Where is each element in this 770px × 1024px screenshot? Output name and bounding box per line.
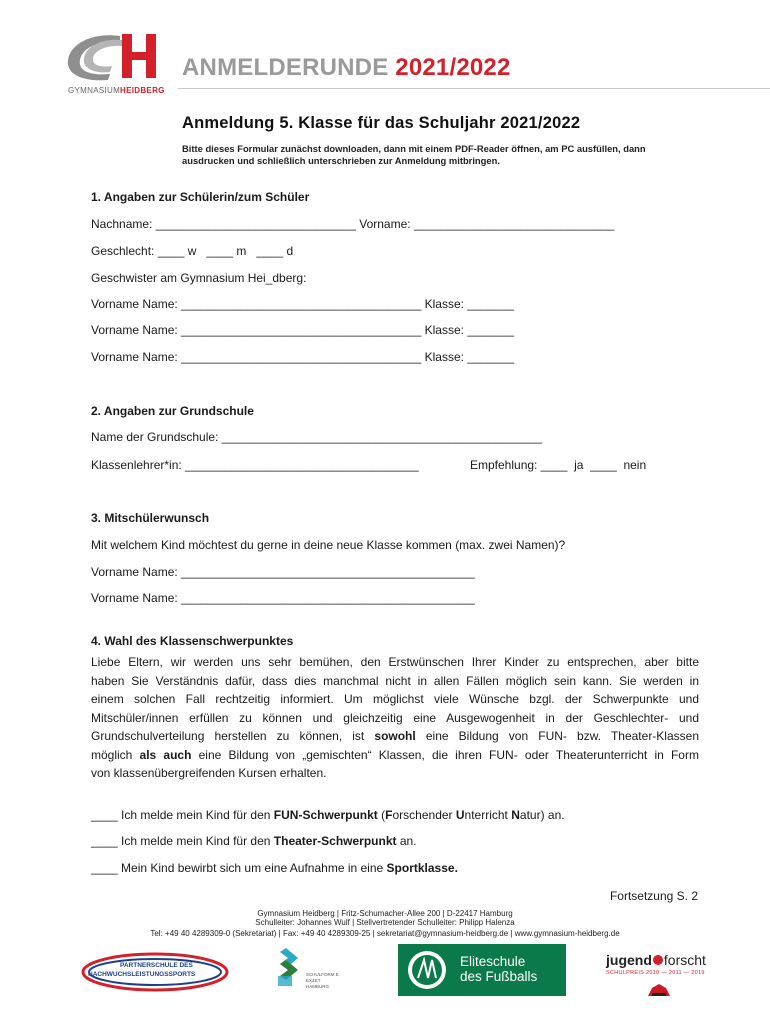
sibling-row-1[interactable]: Vorname Name: ____________________________________ Klasse: _______ (91, 297, 515, 311)
paragraph-line: haben Sie Verständnis dafür, dass dies manchmal nicht in allen Fällen möglich sein kann. Sie werden in (91, 673, 699, 688)
option-text: atur) an. (519, 808, 565, 822)
elite-text (460, 954, 537, 984)
classmate-question: Mit welchem Kind möchtest du gerne in deine neue Klasse kommen (max. zwei Namen)? (91, 538, 566, 552)
school-form-text (306, 972, 340, 990)
option-bold: Theater-Schwerpunkt (273, 834, 397, 848)
focus-paragraph (91, 653, 699, 783)
partner-school-logo (80, 950, 230, 994)
school-prefix: GYMNASIUM (68, 86, 121, 95)
class-teacher-field[interactable]: Klassenlehrer*in: ___________________________________ (91, 458, 419, 472)
option-text: Mein Kind bewirbt sich um eine Aufnahme in eine (117, 861, 387, 875)
option-text: nterricht (464, 808, 512, 822)
jufo-wordmark (606, 952, 706, 968)
partner-line-2: NACHWUCHSLEISTUNGSSPORTS (88, 971, 196, 978)
name-field-row[interactable]: Nachname: ______________________________ Vorname: ______________________________ (91, 217, 615, 231)
school-form-line-3: HAMBURG (306, 984, 330, 989)
section-3-heading: 3. Mitschülerwunsch (91, 511, 210, 525)
elite-line-1: Eliteschule (460, 954, 526, 969)
jufo-dot-icon (653, 955, 663, 965)
classmate-row-1[interactable]: Vorname Name: ____________________________________________ (91, 565, 475, 579)
award-badge-icon (646, 982, 672, 998)
classmate-row-2[interactable]: Vorname Name: ____________________________________________ (91, 591, 475, 605)
elite-line-2: des Fußballs (460, 969, 538, 984)
paragraph-bold-sowohl: sowohl (374, 729, 416, 743)
option-sports-class[interactable] (91, 861, 458, 875)
recommendation-field[interactable]: Empfehlung: ____ ja ____ nein (470, 458, 647, 472)
footer-address: Gymnasium Heidberg | Fritz-Schumacher-Allee 200 | D-22417 Hamburg (257, 909, 513, 918)
jufo-word-a: jugend (606, 952, 652, 968)
option-bold: F (385, 808, 393, 822)
elite-football-school-logo (398, 944, 566, 996)
header-divider (178, 88, 770, 89)
paragraph-fragment: möglich (91, 747, 133, 762)
option-blank[interactable]: ____ (91, 834, 118, 848)
section-2-heading: 2. Angaben zur Grundschule (91, 404, 254, 418)
round-title (182, 54, 511, 82)
option-fun-focus[interactable] (91, 808, 565, 822)
paragraph-line: einem solchen Fall rechtzeitig informiert. Um möglichst viele Wünsche bzgl. der Schwerpunkte und (91, 692, 699, 706)
paragraph-line: Liebe Eltern, wir werden uns sehr bemühen, den Erstwünschen Ihrer Kinder zu entsprechen, aber bitte (91, 655, 699, 669)
option-bold: FUN-Schwerpunkt (273, 808, 378, 822)
sibling-row-3[interactable]: Vorname Name: ____________________________________ Klasse: _______ (91, 350, 515, 364)
round-year: 2021/2022 (395, 54, 511, 81)
option-blank[interactable]: ____ (91, 808, 118, 822)
siblings-label: Geschwister am Gymnasium Hei_dberg: (91, 271, 307, 285)
option-text: Ich melde mein Kind für den (117, 834, 274, 848)
option-text: orschender (392, 808, 456, 822)
partner-line-1: PARTNERSCHULE DES (120, 962, 193, 969)
jufo-subline: SCHULPREIS 2010 — 2011 — 2019 (606, 970, 705, 976)
option-bold: N (511, 808, 520, 822)
continued-note: Fortsetzung S. 2 (609, 889, 698, 903)
footer-staff: Schulleiter: Johannes Wulf | Stellvertretender Schulleiter: Philipp Halenza (255, 918, 515, 927)
school-form-line-1: SCHULFORM E. (306, 972, 341, 977)
paragraph-line (91, 746, 699, 765)
option-text: ( (377, 808, 386, 822)
option-blank[interactable]: ____ (91, 861, 118, 875)
footer-contact: Tel: +49 40 4289309-0 (Sekretariat) | Fax: +49 40 4289309-25 | sekretariat@gymnasium-heidberg.de | www.gymnasium-heidberg.de (150, 929, 620, 938)
gender-field-row[interactable]: Geschlecht: ____ w ____ m ____ d (91, 244, 294, 258)
paragraph-fragment: eine Bildung von „gemischten“ Klassen, die ihren FUN- oder Theaterunterricht in Form (198, 747, 699, 762)
round-label: ANMELDERUNDE (182, 54, 389, 81)
jugend-forscht-logo (600, 950, 718, 1002)
paragraph-fragment: Grundschulverteilung herstellen zu können, ist (91, 729, 365, 743)
primary-school-field[interactable]: Name der Grundschule: ________________________________________________ (91, 430, 543, 444)
school-form-line-2: EXZET (306, 978, 321, 983)
paragraph-line: von klassenübergreifenden Kursen erhalten. (91, 766, 327, 780)
document-title: Anmeldung 5. Klasse für das Schuljahr 2021/2022 (182, 114, 581, 132)
intro-text-line-2: ausdrucken und schließlich unterschrieben zur Anmeldung mitbringen. (182, 155, 500, 166)
sibling-row-2[interactable]: Vorname Name: ____________________________________ Klasse: _______ (91, 323, 515, 337)
intro-text-line-1: Bitte dieses Formular zunächst downloaden, dann mit einem PDF-Reader öffnen, am PC ausfüllen, dann (182, 143, 646, 154)
paragraph-bold-als-auch: als auch (139, 747, 192, 762)
paragraph-fragment: eine Bildung von FUN- bzw. Theater-Klassen (425, 729, 699, 743)
option-text: Ich melde mein Kind für den (117, 808, 274, 822)
option-bold: U (455, 808, 465, 822)
option-text: an. (396, 834, 417, 848)
chevron-mark-icon (274, 946, 300, 990)
option-bold: Sportklasse. (386, 861, 458, 875)
school-name-bold: HEIDBERG (120, 86, 165, 95)
dfb-crest-icon (404, 948, 450, 992)
section-4-heading: 4. Wahl des Klassenschwerpunktes (91, 634, 294, 648)
jufo-word-b: forscht (663, 952, 706, 968)
school-name (68, 86, 165, 95)
paragraph-line: Mitschüler/innen erfüllen zu können und gleichzeitig eine Ausgewogenheit in der Geschlechter- und (91, 710, 699, 725)
option-theater-focus[interactable] (91, 834, 417, 848)
section-1-heading: 1. Angaben zur Schülerin/zum Schüler (91, 190, 310, 204)
school-form-logo (274, 946, 344, 996)
paragraph-line (91, 727, 699, 746)
